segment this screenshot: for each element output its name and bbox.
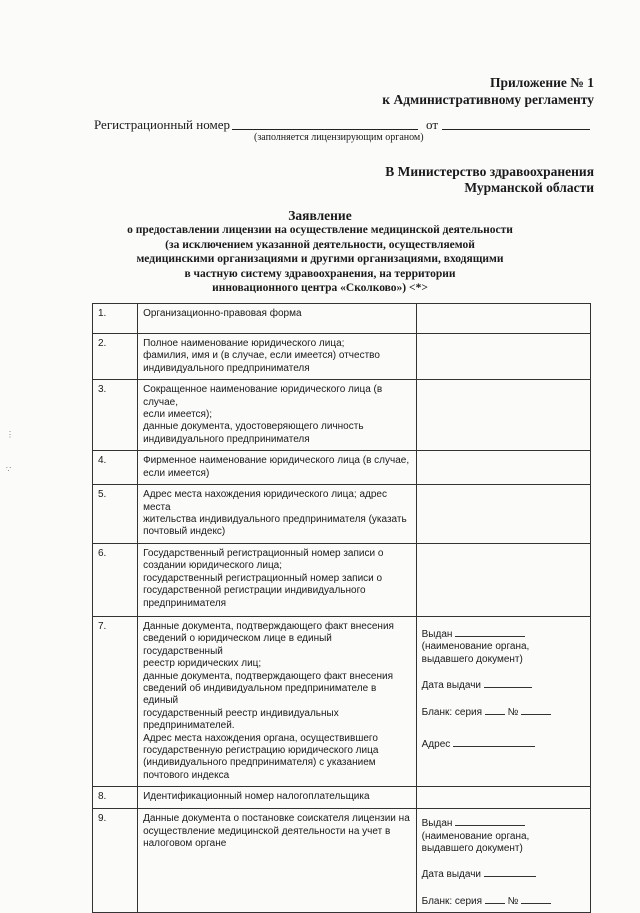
form-number-label: № xyxy=(507,895,519,907)
desc-line: Адрес места нахождения органа, осуществившего xyxy=(143,732,378,744)
desc-line: государственной регистрации индивидуального xyxy=(143,585,366,597)
issue-date-field[interactable] xyxy=(484,677,532,688)
table-row xyxy=(93,451,591,485)
desc-line: Фирменное наименование юридического лица (в случае, xyxy=(143,455,410,467)
row-number: 4. xyxy=(93,451,138,485)
issued-by-note: (наименование органа, xyxy=(421,641,530,653)
row-number: 8. xyxy=(93,787,138,809)
registration-note: (заполняется лицензирующим органом) xyxy=(254,132,424,143)
registration-date-label: от xyxy=(426,117,439,132)
addressee-line-2: Мурманской области xyxy=(464,180,594,195)
row-description xyxy=(138,334,417,380)
registration-number-field[interactable] xyxy=(232,129,418,130)
desc-line: Данные документа о постановке соискателя лицензии на xyxy=(143,813,410,825)
row-value-cell[interactable] xyxy=(416,380,590,451)
table-row xyxy=(93,485,591,544)
row-description xyxy=(138,451,417,485)
row-value-cell[interactable] xyxy=(416,485,590,544)
addressee-block xyxy=(385,164,594,196)
desc-line: Полное наименование юридического лица; xyxy=(143,338,345,349)
desc-line: если имеется) xyxy=(143,467,210,479)
table-row xyxy=(93,787,591,809)
table-row xyxy=(93,334,591,380)
issue-date-label: Дата выдачи xyxy=(421,869,482,881)
addressee-line-1: В Министерство здравоохранения xyxy=(385,164,594,179)
row-number: 6. xyxy=(93,543,138,616)
desc-line: Данные документа, подтверждающего факт внесения xyxy=(143,620,394,632)
appendix-block xyxy=(382,74,594,108)
desc-line: Сокращенное наименование юридического лица (в случае, xyxy=(143,384,383,408)
appendix-title: Приложение № 1 xyxy=(490,75,594,90)
table-row xyxy=(93,304,591,334)
row-number: 9. xyxy=(93,809,138,913)
table-row xyxy=(93,809,591,913)
desc-line: предпринимателей. xyxy=(143,720,235,732)
appendix-subtitle: к Административному регламенту xyxy=(382,92,594,107)
desc-line: создании юридического лица; xyxy=(143,560,283,572)
row-value-cell xyxy=(416,616,590,786)
desc-line: данные документа, подтверждающего факт внесения xyxy=(143,670,394,682)
desc-line: реестр юридических лиц; xyxy=(143,658,262,670)
desc-line: индивидуального предпринимателя xyxy=(143,433,310,445)
issued-by-label: Выдан xyxy=(421,628,453,640)
row-number: 3. xyxy=(93,380,138,451)
row-number: 2. xyxy=(93,334,138,380)
desc-line: почтового индекса xyxy=(143,769,230,781)
subtitle-line: в частную систему здравоохранения, на территории xyxy=(184,267,456,280)
desc-line: государственный регистрационный номер записи о xyxy=(143,572,383,584)
document-title: Заявление xyxy=(288,208,352,223)
issued-by-note: выдавшего документ) xyxy=(421,653,523,665)
issued-by-label: Выдан xyxy=(421,818,453,830)
desc-line: данные документа, удостоверяющего личность xyxy=(143,421,364,433)
table-row xyxy=(93,380,591,451)
row-value-cell[interactable] xyxy=(416,334,590,380)
application-form-table xyxy=(92,303,591,913)
row-number: 7. xyxy=(93,616,138,786)
desc-line: почтовый индекс) xyxy=(143,526,226,538)
address-label: Адрес xyxy=(421,738,451,750)
desc-line: жительства индивидуального предпринимателя (указать xyxy=(143,514,407,526)
desc-line: государственную регистрацию юридического лица xyxy=(143,744,379,756)
row-number: 1. xyxy=(93,304,138,334)
issue-date-label: Дата выдачи xyxy=(421,680,482,692)
form-series-label: Бланк: серия xyxy=(421,706,483,718)
issued-by-note: (наименование органа, xyxy=(421,830,530,842)
subtitle-line: инновационного центра «Сколково») <*> xyxy=(212,282,428,294)
desc-line: Государственный регистрационный номер записи о xyxy=(143,547,384,559)
table-row xyxy=(93,543,591,616)
address-field[interactable] xyxy=(453,736,535,747)
row-number: 5. xyxy=(93,485,138,544)
form-series-field[interactable] xyxy=(485,893,505,904)
form-number-label: № xyxy=(507,706,519,718)
row-value-cell[interactable] xyxy=(416,451,590,485)
row-description xyxy=(138,485,417,544)
desc-line: осуществление медицинской деятельности на учет в xyxy=(143,825,391,837)
issued-by-note: выдавшего документ) xyxy=(421,842,523,854)
row-description xyxy=(138,809,417,913)
issued-by-field[interactable] xyxy=(455,626,525,637)
registration-number-label: Регистрационный номер xyxy=(94,117,230,132)
desc-line: сведений о юридическом лице в единый государственный xyxy=(143,633,332,657)
document-subtitle xyxy=(100,223,540,296)
scan-artifact: ∵ xyxy=(6,465,12,474)
scan-artifact: ⋮ xyxy=(6,430,14,439)
row-description xyxy=(138,616,417,786)
subtitle-line: о предоставлении лицензии на осуществление медицинской деятельности xyxy=(127,224,513,236)
row-description xyxy=(138,380,417,451)
form-number-field[interactable] xyxy=(521,704,551,715)
row-description xyxy=(138,543,417,616)
issued-by-field[interactable] xyxy=(455,815,525,826)
row-description xyxy=(138,787,417,809)
desc-line: фамилия, имя и (в случае, если имеется) отчество xyxy=(143,350,380,362)
desc-line: если имеется); xyxy=(143,409,213,421)
row-value-cell[interactable] xyxy=(416,543,590,616)
desc-line: Организационно-правовая форма xyxy=(143,308,302,319)
desc-line: Адрес места нахождения юридического лица; адрес места xyxy=(143,489,387,513)
form-number-field[interactable] xyxy=(521,893,551,904)
issue-date-field[interactable] xyxy=(484,866,536,877)
row-value-cell[interactable] xyxy=(416,304,590,334)
form-series-label: Бланк: серия xyxy=(421,895,483,907)
row-value-cell[interactable] xyxy=(416,787,590,809)
row-value-cell xyxy=(416,809,590,913)
desc-line: (индивидуального предпринимателя) с указанием xyxy=(143,757,376,769)
desc-line: налоговом органе xyxy=(143,837,227,849)
form-series-field[interactable] xyxy=(485,704,505,715)
subtitle-line: (за исключением указанной деятельности, осуществляемой xyxy=(165,238,475,251)
registration-date-field[interactable] xyxy=(442,129,590,130)
desc-line: сведений об индивидуальном предпринимателе в единый xyxy=(143,682,377,707)
desc-line: Идентификационный номер налогоплательщика xyxy=(143,791,370,803)
table-row xyxy=(93,616,591,786)
subtitle-line: медицинскими организациями и другими организациями, входящими xyxy=(136,253,504,265)
desc-line: предпринимателя xyxy=(143,597,227,609)
row-description xyxy=(138,304,417,334)
desc-line: государственный реестр индивидуальных xyxy=(143,707,339,719)
desc-line: индивидуального предпринимателя xyxy=(143,362,310,374)
